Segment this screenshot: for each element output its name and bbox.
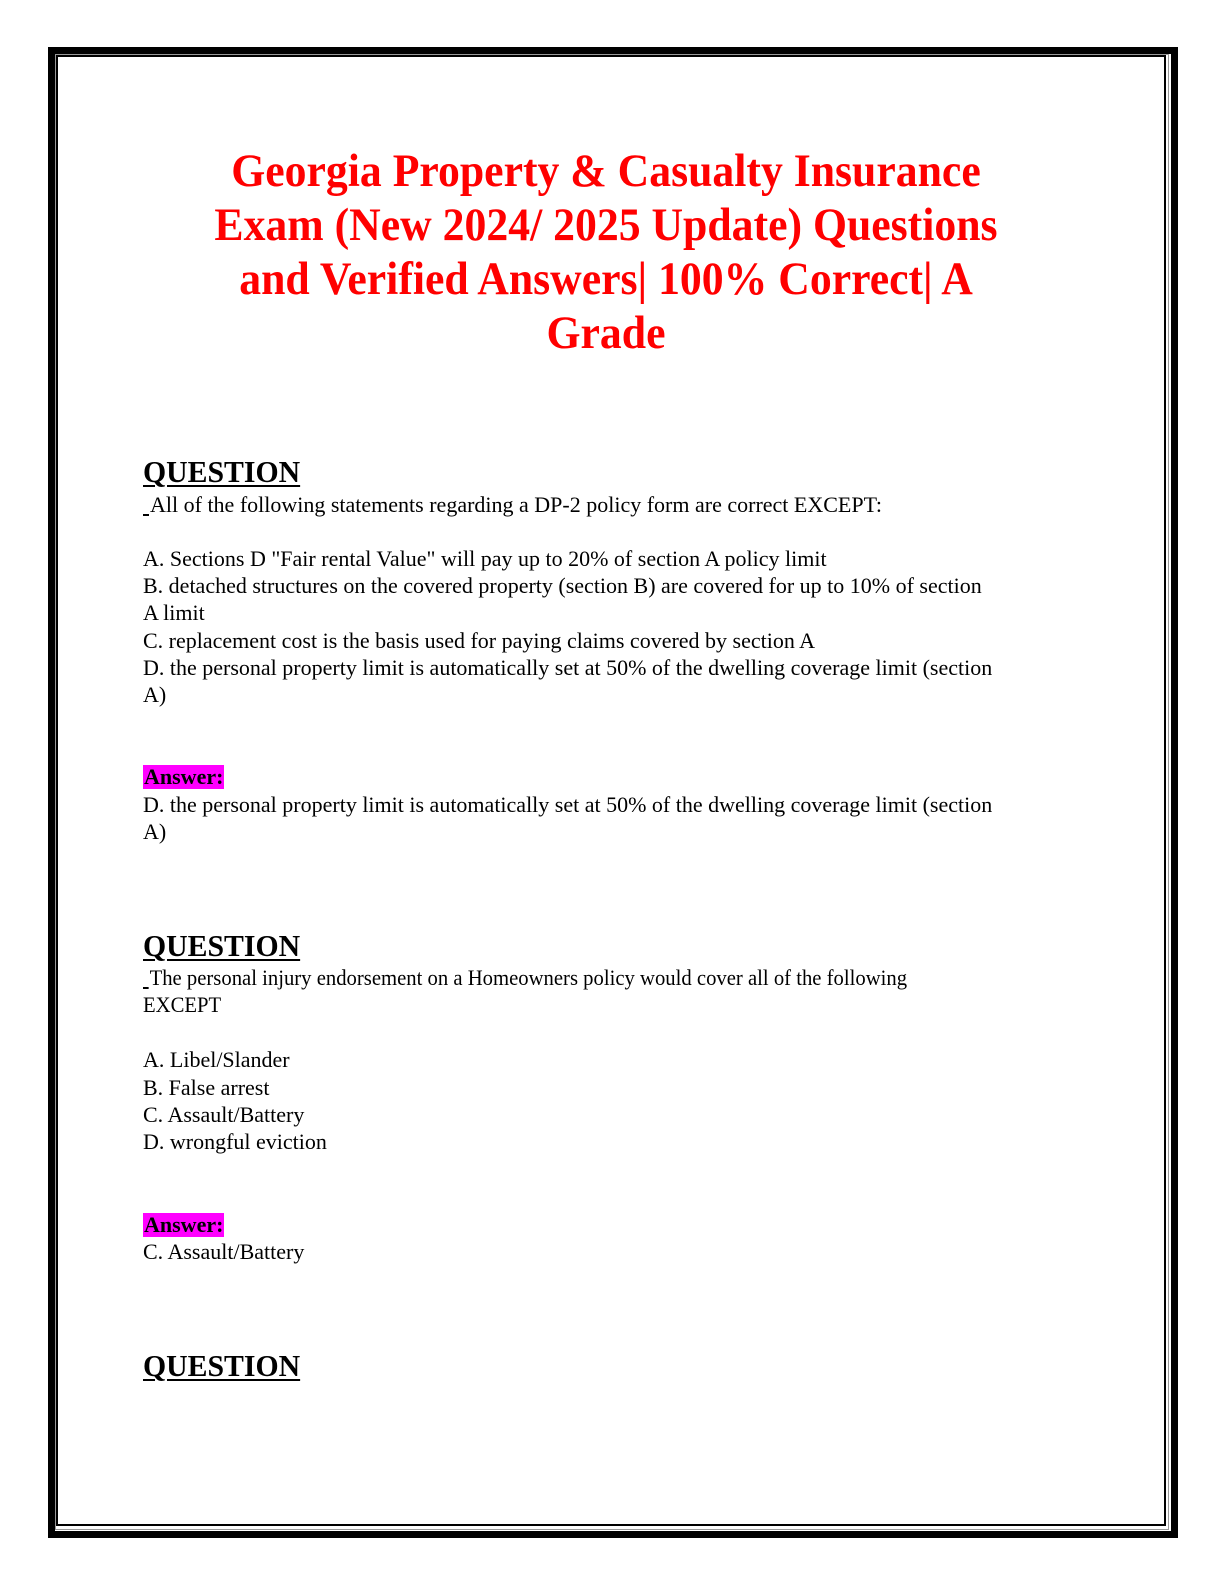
question-heading: QUESTION	[143, 454, 301, 489]
option-line: B. detached structures on the covered property (section B) are covered for up to 10% of section	[143, 573, 982, 598]
option-line: C. replacement cost is the basis used for paying claims covered by section A	[143, 628, 816, 653]
answer-text: D. the personal property limit is automatically set at 50% of the dwelling coverage limit (section	[143, 792, 993, 817]
question-prompt	[143, 964, 907, 991]
title-line-1: Georgia Property & Casualty Insurance	[231, 145, 981, 197]
option-line: A limit	[143, 600, 205, 625]
answer-text: A)	[143, 819, 167, 844]
option-line: B. False arrest	[143, 1075, 270, 1100]
option-line: A)	[143, 682, 167, 707]
underscore-mark	[143, 514, 149, 516]
title-line-4: Grade	[546, 307, 666, 359]
option-line: A. Libel/Slander	[143, 1047, 290, 1072]
question-prompt-text: All of the following statements regarding a DP-2 policy form are correct EXCEPT:	[150, 492, 883, 517]
option-line: D. wrongful eviction	[143, 1129, 327, 1154]
title-line-3: and Verified Answers| 100% Correct| A	[239, 253, 973, 305]
option-line: C. Assault/Battery	[143, 1102, 305, 1127]
document-title	[120, 144, 1092, 360]
answer-label: Answer:	[144, 1212, 224, 1237]
question-heading: QUESTION	[143, 928, 301, 963]
title-line-2: Exam (New 2024/ 2025 Update) Questions	[214, 199, 998, 251]
answer-text: C. Assault/Battery	[143, 1239, 305, 1264]
question-prompt-text: The personal injury endorsement on a Homeowners policy would cover all of the following	[149, 965, 908, 990]
option-line: D. the personal property limit is automatically set at 50% of the dwelling coverage limit (section	[143, 655, 993, 680]
question-prompt: EXCEPT	[143, 992, 222, 1017]
answer-label: Answer:	[144, 764, 224, 789]
question-prompt	[143, 491, 882, 518]
option-line: A. Sections D "Fair rental Value" will pay up to 20% of section A policy limit	[143, 546, 827, 571]
underscore-mark	[143, 987, 149, 989]
question-heading: QUESTION	[143, 1348, 301, 1383]
